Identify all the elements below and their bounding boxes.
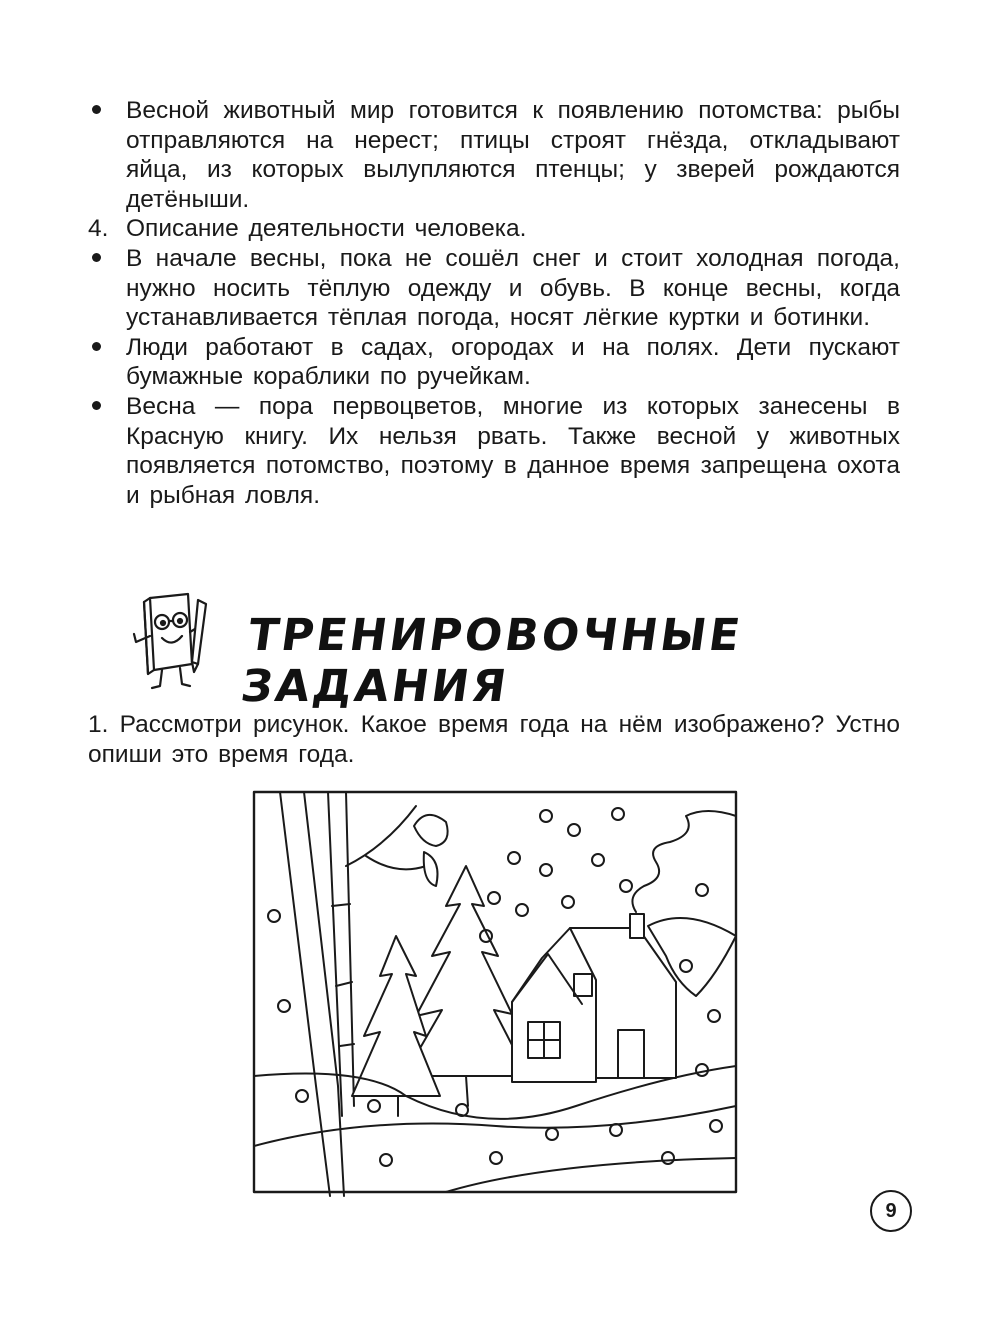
- list-item-text: Весной животный мир готовится к появлению потомства: рыбы отправляются на нерест; птицы строят гнёзда, откладывают яйца, из которых вылупляются птенцы; у зверей рождаются детёныши.: [126, 97, 900, 213]
- list-item-text: Описание деятельности человека.: [126, 215, 527, 243]
- bullet-icon: [88, 392, 126, 510]
- winter-house-illustration: [246, 786, 746, 1206]
- list-item: [88, 214, 900, 244]
- list-item-text: В начале весны, пока не сошёл снег и стоит холодная погода, нужно носить тёплую одежду и обувь. В конце весны, когда устанавливается тёплая погода, носят лёгкие куртки и ботинки.: [126, 244, 900, 332]
- list-item: [88, 333, 900, 392]
- task-1: [88, 710, 900, 769]
- section-title: ТРЕНИРОВОЧНЫЕ ЗАДАНИЯ: [237, 610, 746, 712]
- bullet-icon: [88, 333, 126, 392]
- list-item: [88, 392, 900, 510]
- list-item: [88, 244, 900, 333]
- list-item: [88, 96, 900, 214]
- page-number: 9: [870, 1190, 912, 1232]
- list-number: 4.: [88, 215, 109, 243]
- bullet-icon: [88, 96, 126, 214]
- bullet-icon: [88, 244, 126, 333]
- book-mascot-icon: [128, 586, 218, 696]
- section-heading: [128, 580, 908, 712]
- list-item-text: Весна — пора первоцветов, многие из которых занесены в Красную книгу. Их нельзя рвать. Также весной у животных появляется потомство, поэтому в данное время запрещена охота и рыбная ловля.: [126, 392, 900, 509]
- task-text: 1. Рассмотри рисунок. Какое время года на нём изображено? Устно опиши это время года.: [88, 711, 900, 768]
- list-item-text: Люди работают в садах, огородах и на полях. Дети пускают бумажные кораблики по ручейкам.: [126, 333, 900, 391]
- text-list: [88, 96, 900, 510]
